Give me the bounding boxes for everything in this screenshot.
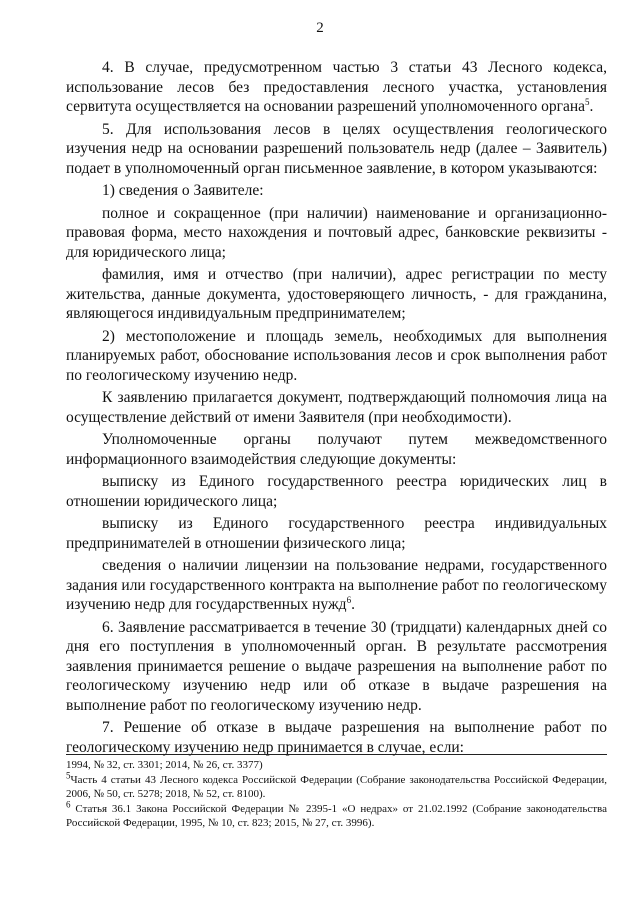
- paragraph-legal-entity: полное и сокращенное (при наличии) наименование и организационно-правовая форма, место нахождения и почтовый адрес, банковские реквизиты - для юридического лица;: [66, 204, 607, 261]
- paragraph-egrul: выписку из Единого государственного реестра юридических лиц в отношении юридического лица;: [66, 473, 607, 510]
- footnotes: [66, 758, 607, 831]
- paragraph-license: сведения о наличии лицензии на пользование недрами, государственного задания или государственного контракта на выполнение работ по геологическому изучению недр для государственных нужд$^6$.: [66, 557, 607, 613]
- footnote-ref-6: 6: [346, 594, 352, 605]
- paragraph-individual: фамилия, имя и отчество (при наличии), адрес регистрации по месту жительства, данные документа, удостоверяющего личность, - для гражданина, являющегося индивидуальным предпринимателем;: [66, 266, 607, 322]
- paragraph-clause-5: 5. Для использования лесов в целях осуществления геологического изучения недр на основании разрешений пользователь недр (далее – Заявитель) подает в уполномоченный орган письменное заявление, в котором указываются:: [66, 120, 607, 177]
- footnote-divider: [66, 754, 607, 755]
- paragraph-attachment: К заявлению прилагается документ, подтверждающий полномочия лица на осуществление действий от имени Заявителя (при необходимости).: [66, 389, 607, 426]
- paragraph-location-area: 2) местоположение и площадь земель, необходимых для выполнения планируемых работ, обоснование использования лесов и срок выполнения работ по геологическому изучению недр.: [66, 327, 607, 384]
- paragraph-clause-4: 4. В случае, предусмотренном частью 3 статьи 43 Лесного кодекса, использование лесов без предоставления лесного участка, установления сервитута осуществляется на основании разрешений уполномоченного органа$^5$.: [66, 59, 607, 115]
- document-body: [66, 58, 607, 757]
- paragraph-clause-7: 7. Решение об отказе в выдаче разрешения на выполнение работ по геологическому изучению недр принимается в случае, если:: [66, 719, 607, 756]
- paragraph-egrip: выписку из Единого государственного реестра индивидуальных предпринимателей в отношении физического лица;: [66, 515, 607, 552]
- footnote-6: $^6$ Статья 36.1 Закона Российской Федерации № 2395-1 «О недрах» от 21.02.1992 (Собрание законодательства Российской Федерации, 1995, № 10, ст. 823; 2015, № 27, ст. 3996).: [66, 798, 607, 829]
- footnote-5: $^5$Часть 4 статьи 43 Лесного кодекса Российской Федерации (Собрание законодательства Российской Федерации, 2006, № 50, ст. 5278; 2018, № 52, ст. 8100).: [66, 769, 607, 800]
- footnote-ref-5: 5: [585, 96, 590, 107]
- page-number: 2: [316, 20, 324, 36]
- paragraph-interagency: Уполномоченные органы получают путем межведомственного информационного взаимодействия следующие документы:: [66, 431, 607, 468]
- footnote-continuation: 1994, № 32, ст. 3301; 2014, № 26, ст. 3377): [66, 759, 263, 771]
- paragraph-applicant-info: 1) сведения о Заявителе:: [102, 182, 264, 199]
- paragraph-clause-6: 6. Заявление рассматривается в течение 30 (тридцати) календарных дней со дня его поступления в уполномоченный орган. В результате рассмотрения заявления принимается решение о выдаче разрешения на выполнение работ по геологическому изучению недр или об отказе в выдаче разрешения на выполнение работ по геологическому изучению недр.: [66, 618, 607, 714]
